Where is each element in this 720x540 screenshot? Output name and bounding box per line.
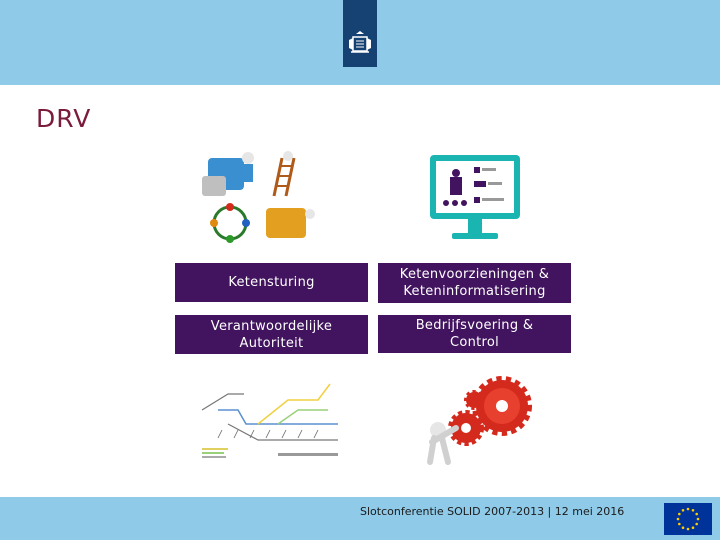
box-verantwoordelijke-autoriteit: Verantwoordelijke Autoriteit xyxy=(175,315,368,354)
footer-text: Slotconferentie SOLID 2007-2013 | 12 mei 2016 xyxy=(360,505,625,518)
box-bedrijfsvoering-control: Bedrijfsvoering & Control xyxy=(378,315,571,353)
footer-band xyxy=(0,497,720,540)
gears-illustration xyxy=(408,370,540,468)
timeline-illustration xyxy=(198,380,343,462)
box-ketensturing: Ketensturing xyxy=(175,263,368,302)
puzzle-people-illustration xyxy=(200,148,320,243)
page-title: DRV xyxy=(36,104,92,133)
crest-icon xyxy=(347,30,373,56)
government-logo xyxy=(343,0,377,67)
box-ketenvoorzieningen: Ketenvoorzieningen & Keteninformatisering xyxy=(378,263,571,303)
monitor-illustration xyxy=(430,155,520,241)
eu-flag-icon xyxy=(664,503,712,535)
